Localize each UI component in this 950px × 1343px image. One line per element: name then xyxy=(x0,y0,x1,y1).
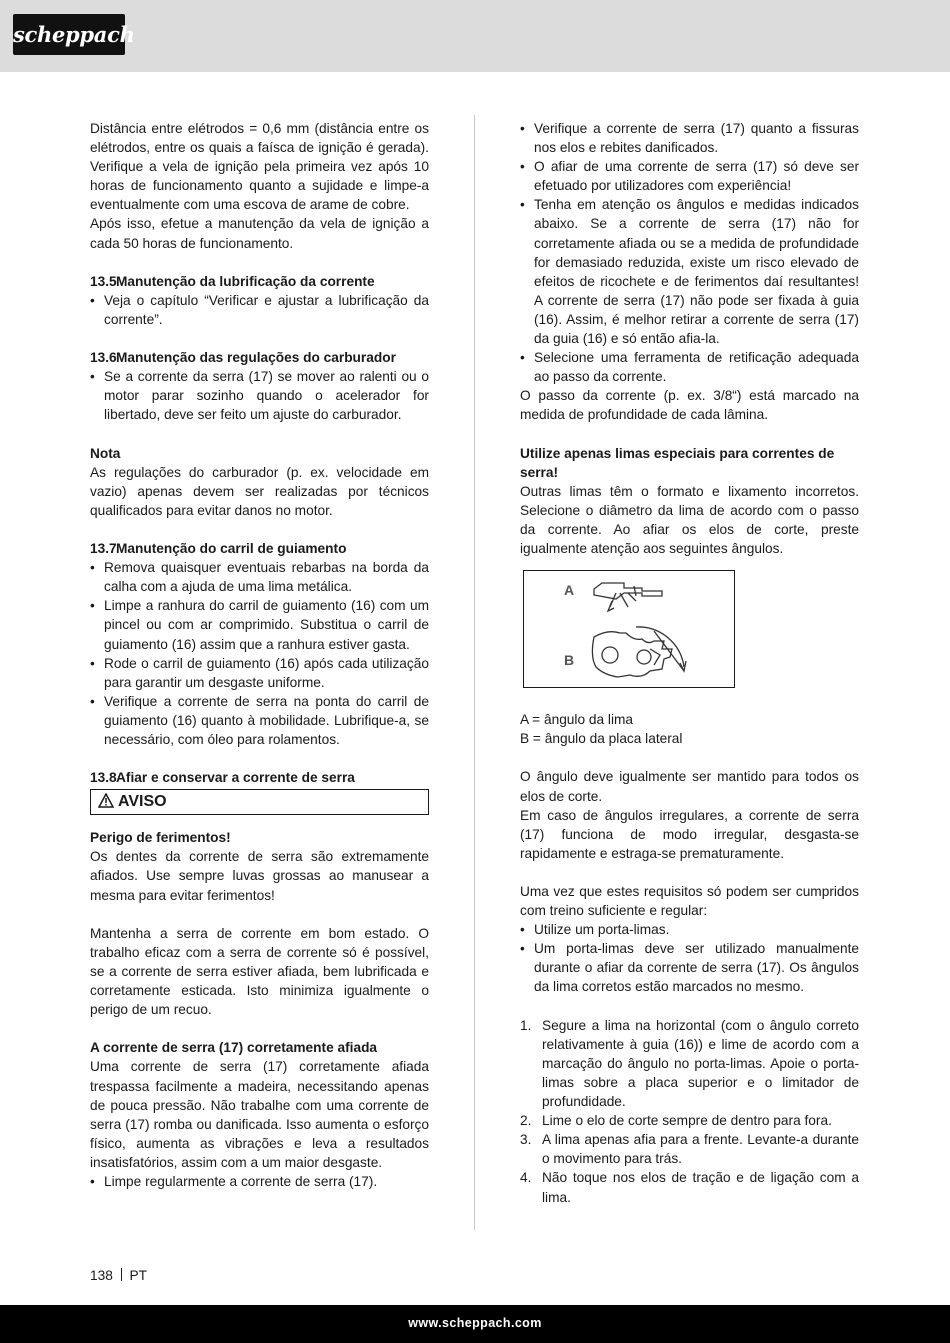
bullet-item: • Um porta-limas deve ser utilizado manualmente durante o afiar da corrente de serra (17). Os ângulos da lima corretos estão marcados no mesmo. xyxy=(520,939,859,996)
section-number: 13.5 xyxy=(90,273,117,289)
bullet-item: • Veja o capítulo “Verificar e ajustar a lubrificação da corrente”. xyxy=(90,291,429,329)
figure-legend-a: A = ângulo da lima xyxy=(520,712,634,728)
scheppach-logo: scheppach xyxy=(13,14,125,55)
bullet-item: • Limpe a ranhura do carril de guiamento (16) com um pincel ou com ar comprimido. Substitua o carril de guiamento (16) assim que a ranhura estiver gasta. xyxy=(90,596,429,653)
numbered-item xyxy=(520,1130,859,1168)
bullet-item: • Rode o carril de guiamento (16) após cada utilização para garantir um desgaste uniforme. xyxy=(90,654,429,692)
figure-legend-b: B = ângulo da placa lateral xyxy=(520,731,683,747)
section-heading-13-7 xyxy=(90,539,429,558)
section-number: 13.6 xyxy=(90,350,117,366)
subheading: A corrente de serra (17) corretamente afiada xyxy=(90,1040,378,1056)
danger-heading: Perigo de ferimentos! xyxy=(90,830,231,846)
bullet-item: • Limpe regularmente a corrente de serra (17). xyxy=(90,1172,429,1191)
paragraph: Uma corrente de serra (17) corretamente afiada trespassa facilmente a madeira, necessitando apenas de pouca pressão. Não trabalhe com uma corrente de serra (17) romba ou danificada. Isso aumenta o esforço físico, aumenta as vibrações e leva a resultados insatisfatórios, assim com a um maior desgaste. xyxy=(90,1059,429,1170)
file-angle-drawing xyxy=(594,583,662,611)
item-text: Lime o elo de corte sempre de dentro para fora. xyxy=(542,1113,832,1129)
file-angle-figure xyxy=(523,570,735,688)
paragraph: As regulações do carburador (p. ex. velocidade em vazio) apenas devem ser realizadas por técnicos qualificados para evitar danos no motor. xyxy=(90,464,429,518)
numbered-item xyxy=(520,1168,859,1206)
bullet-item: • Verifique a corrente de serra (17) quanto a fissuras nos elos e rebites danificados. xyxy=(520,119,859,157)
section-title: Manutenção da lubrificação da corrente xyxy=(116,273,375,289)
numbered-item xyxy=(520,1111,859,1130)
bullet-item: • Verifique a corrente de serra na ponta do carril de guiamento (16) quanto à mobilidade. Lubrifique-a, se necessário, com óleo para rolamentos. xyxy=(90,692,429,749)
section-number: 13.8 xyxy=(90,770,117,786)
item-text: Não toque nos elos de tração e de ligação com a lima. xyxy=(542,1170,859,1205)
paragraph: Mantenha a serra de corrente em bom estado. O trabalho eficaz com a serra de corrente só é possível, se a corrente de serra estiver afiada, bem lubrificada e corretamente esticada. Isto minimiza igualmente o perigo de um recuo. xyxy=(90,925,429,1018)
website-link[interactable]: www.scheppach.com xyxy=(408,1316,542,1330)
paragraph: Uma vez que estes requisitos só podem ser cumpridos com treino suficiente e regular: xyxy=(520,884,859,919)
subheading: Utilize apenas limas especiais para correntes de serra! xyxy=(520,445,835,480)
bullet-item: • Utilize um porta-limas. xyxy=(520,920,859,939)
warning-triangle-icon xyxy=(98,792,114,816)
section-heading-13-5 xyxy=(90,272,429,291)
page-footer xyxy=(90,1266,147,1285)
bullet-item: • Remova quaisquer eventuais rebarbas na borda da calha com a ajuda de uma lima metálica. xyxy=(90,558,429,596)
chain-tooth-diagram xyxy=(524,571,734,687)
item-text: A lima apenas afia para a frente. Levante-a durante o movimento para trás. xyxy=(542,1132,859,1167)
bullet-item: • Se a corrente da serra (17) se mover ao ralenti ou o motor parar sozinho quando o acelerador for libertado, deve ser feito um ajuste do carburador. xyxy=(90,367,429,424)
section-heading-13-8 xyxy=(90,768,429,787)
note-heading: Nota xyxy=(90,445,121,461)
paragraph: O passo da corrente (p. ex. 3/8“) está marcado na medida de profundidade de cada lâmina. xyxy=(520,388,859,423)
item-number: 1. xyxy=(520,1017,532,1033)
section-heading-13-6 xyxy=(90,348,429,367)
bullet-item: • O afiar de uma corrente de serra (17) só deve ser efetuado por utilizadores com experiência! xyxy=(520,157,859,195)
figure-label-b: B xyxy=(564,652,575,669)
footer-separator xyxy=(121,1268,122,1281)
header-band xyxy=(0,0,950,72)
section-number: 13.7 xyxy=(90,541,117,557)
left-column xyxy=(90,119,429,1191)
numbered-item xyxy=(520,1016,859,1111)
figure-label-a: A xyxy=(564,582,575,599)
paragraph: Em caso de ângulos irregulares, a corrente de serra (17) funciona de modo irregular, desgasta-se rapidamente e estraga-se prematuramente. xyxy=(520,807,859,861)
paragraph: Outras limas têm o formato e lixamento incorretos. Selecione o diâmetro da lima de acordo com o passo da corrente. Ao afiar os elos de corte, preste igualmente atenção aos seguintes ângulos. xyxy=(520,483,859,557)
item-number: 3. xyxy=(520,1132,532,1148)
footer-band xyxy=(0,1305,950,1343)
bullet-item: • Selecione uma ferramenta de retificação adequada ao passo da corrente. xyxy=(520,348,859,386)
paragraph: Distância entre elétrodos = 0,6 mm (distância entre os elétrodos, entre os quais a faísca de ignição é gerada). Verifique a vela de ignição pela primeira vez após 10 horas de funcionamento quanto a sujidade e limpe-a eventualmente com uma escova de arame de cobre. xyxy=(90,121,429,213)
page-language: PT xyxy=(129,1268,147,1283)
section-title: Manutenção das regulações do carburador xyxy=(116,350,396,366)
bullet-item: • Tenha em atenção os ângulos e medidas indicados abaixo. Se a corrente de serra (17) não for corretamente afiada ou se a medida de profundidade for demasiado reduzida, existe um risco elevado de efeitos de ricochete e de ferimentos daí resultantes! A corrente de serra (17) não pode ser fixada à guia (16). Assim, é melhor retirar a corrente de serra (17) da guia (16) e só então afia-la. xyxy=(520,195,859,348)
warning-label: AVISO xyxy=(118,793,167,811)
paragraph: O ângulo deve igualmente ser mantido para todos os elos de corte. xyxy=(520,769,859,804)
warning-box xyxy=(90,789,429,815)
side-plate-drawing xyxy=(592,627,686,677)
paragraph: Os dentes da corrente de serra são extremamente afiados. Use sempre luvas grossas ao manusear a mesma para evitar ferimentos! xyxy=(90,849,429,903)
right-column xyxy=(520,119,859,1207)
page-number: 138 xyxy=(90,1268,113,1283)
section-title: Afiar e conservar a corrente de serra xyxy=(116,770,355,786)
item-text: Segure a lima na horizontal (com o ângulo correto relativamente à guia (16)) e lime de acordo com a marcação do ângulo no porta-limas. Apoie o porta-limas sobre a placa superior e o limitador de profundidade. xyxy=(542,1017,859,1110)
section-title: Manutenção do carril de guiamento xyxy=(116,541,347,557)
item-number: 2. xyxy=(520,1113,532,1129)
item-number: 4. xyxy=(520,1170,532,1186)
column-divider xyxy=(474,115,475,1230)
paragraph: Após isso, efetue a manutenção da vela de ignição a cada 50 horas de funcionamento. xyxy=(90,216,429,251)
